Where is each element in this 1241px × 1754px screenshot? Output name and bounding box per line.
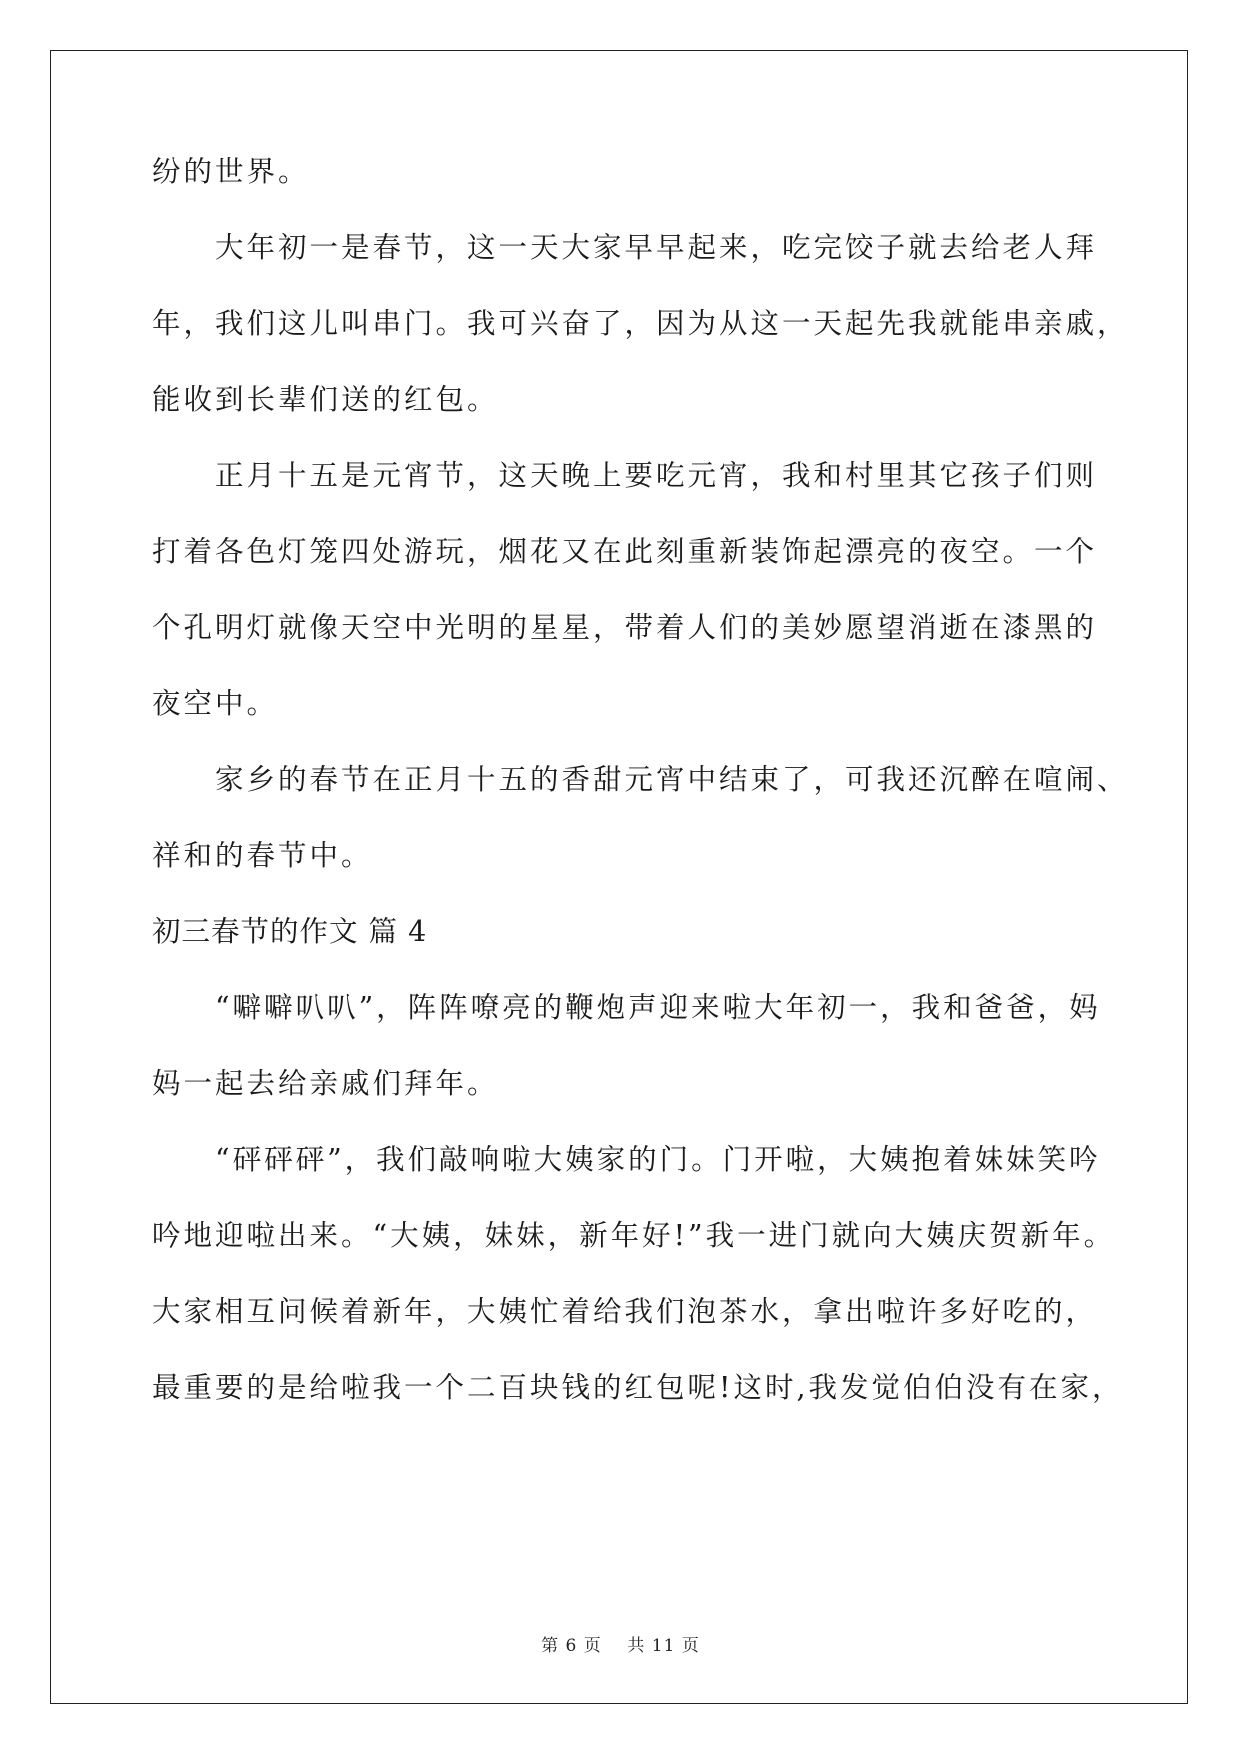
paragraph-start: 正月十五是元宵节，这天晚上要吃元宵，我和村里其它孩子们则 [215,459,1098,492]
text-line: 吟地迎啦出来。“大姨，妹妹，新年好!”我一进门就向大姨庆贺新年。 [152,1219,1116,1252]
paragraph-start: 家乡的春节在正月十五的香甜元宵中结束了，可我还沉醉在喧闹、 [215,763,1129,796]
page-total: 共 11 页 [627,1636,700,1656]
page-number: 第 6 页 [541,1636,602,1656]
page-footer [0,1631,1241,1656]
paragraph-start: “砰砰砰”，我们敲响啦大姨家的门。门开啦，大姨抱着妹妹笑吟 [215,1143,1101,1176]
text-line: 祥和的春节中。 [152,839,373,872]
text-line: 大家相互问候着新年，大姨忙着给我们泡茶水，拿出啦许多好吃的， [152,1295,1098,1328]
section-heading: 初三春节的作文 篇 4 [152,915,428,948]
text-line: 打着各色灯笼四处游玩，烟花又在此刻重新装饰起漂亮的夜空。一个 [152,535,1098,568]
text-line: 夜空中。 [152,687,279,720]
text-line: 个孔明灯就像天空中光明的星星，带着人们的美妙愿望消逝在漆黑的 [152,611,1098,644]
paragraph-start: 大年初一是春节，这一天大家早早起来，吃完饺子就去给老人拜 [215,231,1098,264]
text-line: 妈一起去给亲戚们拜年。 [152,1067,499,1100]
text-line: 年，我们这儿叫串门。我可兴奋了，因为从这一天起先我就能串亲戚， [152,307,1129,340]
text-line: 纷的世界。 [152,155,310,188]
page-border [50,50,1188,1704]
paragraph-start: “噼噼叭叭”，阵阵嘹亮的鞭炮声迎来啦大年初一，我和爸爸，妈 [215,991,1101,1024]
text-line: 最重要的是给啦我一个二百块钱的红包呢!这时,我发觉伯伯没有在家， [152,1371,1124,1404]
text-line: 能收到长辈们送的红包。 [152,383,499,416]
